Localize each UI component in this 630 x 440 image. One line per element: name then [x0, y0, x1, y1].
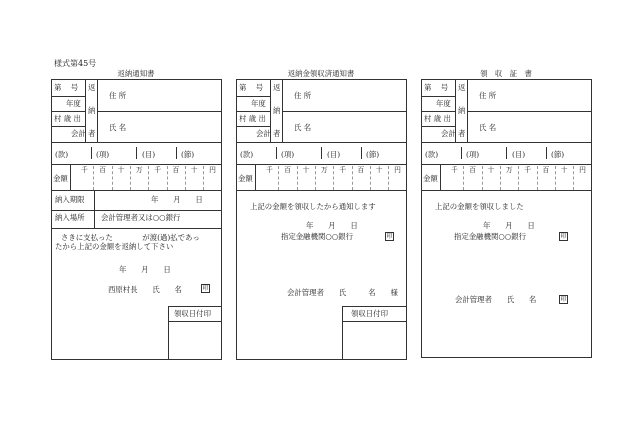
recipient-name: 会計管理者 氏 名	[455, 295, 537, 304]
header-row-line	[236, 96, 270, 97]
panel-right-border	[591, 79, 592, 357]
signer-name: 西原村長 氏 名	[108, 285, 182, 294]
panel-title: 領 収 証 書	[480, 69, 532, 78]
amount-row-line	[51, 190, 222, 191]
fiscal-year-label: 年度	[251, 99, 266, 108]
digit-label: 十	[375, 166, 383, 174]
amount-label: 金額	[53, 174, 68, 183]
amount-divider	[70, 164, 71, 190]
header-row-line	[421, 126, 455, 127]
digit-separator	[388, 166, 389, 190]
receipt-date: 年 月 日	[483, 221, 535, 230]
panel-title: 返納通知書	[117, 69, 155, 78]
vertical-char: 返	[458, 83, 466, 92]
header-row-line	[421, 96, 455, 97]
seal-mark: 印	[560, 296, 567, 303]
return-message: さきに支払った が渡(過)払であっ	[61, 233, 200, 242]
digit-separator	[518, 166, 519, 190]
header-bottom-line	[51, 142, 222, 143]
vertical-char: 納	[88, 106, 96, 115]
vertical-char: 者	[458, 129, 466, 138]
stamp-title-line	[342, 321, 407, 322]
amount-label: 金額	[423, 174, 438, 183]
panel-title: 返納金領収済通知書	[287, 69, 355, 78]
header-mid-line	[467, 111, 591, 112]
vertical-char: 者	[88, 129, 96, 138]
panel-bottom-border	[51, 359, 222, 360]
seal-mark: 印	[386, 233, 393, 240]
header-row-line	[51, 126, 85, 127]
label-divider	[94, 190, 95, 228]
digit-label: 円	[209, 166, 216, 174]
budget-divider	[546, 147, 547, 159]
panel-bottom-border	[421, 357, 592, 358]
header-row-line	[421, 111, 455, 112]
fiscal-year-label: 年度	[66, 99, 81, 108]
digit-separator	[297, 166, 298, 190]
name-label: 氏 名	[479, 123, 497, 132]
budget-divider	[361, 147, 362, 159]
number-label: 第 号	[239, 83, 265, 92]
digit-label: 千	[154, 166, 161, 174]
digit-separator	[333, 166, 334, 190]
address-label: 住 所	[479, 91, 497, 100]
address-label: 住 所	[109, 91, 127, 100]
header-bottom-line	[421, 142, 592, 143]
budget-row-line	[51, 164, 222, 165]
seal-mark: 印	[202, 285, 209, 292]
number-label: 第 号	[54, 83, 80, 92]
budget-divider	[176, 147, 177, 159]
place-row-line	[51, 228, 222, 229]
budget-label: (節)	[181, 150, 195, 159]
digit-separator	[148, 166, 149, 190]
account-type-label: 村 歳 出	[424, 114, 451, 123]
amount-row-line	[236, 190, 407, 191]
vertical-char: 返	[88, 83, 96, 92]
deadline-label: 納入期限	[55, 195, 85, 204]
header-mid-line	[97, 111, 221, 112]
seal-mark: 印	[560, 233, 567, 240]
digit-separator	[573, 166, 574, 190]
digit-separator	[203, 166, 204, 190]
account-label: 会計	[441, 129, 456, 138]
form-number: 様式第45号	[54, 59, 97, 68]
budget-label: (款)	[55, 150, 69, 159]
digit-label: 万	[320, 166, 328, 174]
panel-top-border	[236, 79, 407, 80]
amount-row-line	[421, 190, 592, 191]
digit-label: 円	[394, 166, 401, 174]
budget-label: (項)	[281, 150, 295, 159]
digit-separator	[482, 166, 483, 190]
account-label: 会計	[256, 129, 271, 138]
digit-label: 十	[302, 166, 310, 174]
budget-label: (款)	[240, 150, 254, 159]
account-type-label: 村 歳 出	[54, 114, 81, 123]
budget-label: (目)	[512, 150, 526, 159]
digit-separator	[130, 166, 131, 190]
name-label: 氏 名	[294, 123, 312, 132]
panel-left-border	[421, 79, 422, 357]
digit-separator	[167, 166, 168, 190]
budget-divider	[321, 147, 322, 159]
receipt-stamp-label: 領収日付印	[174, 309, 211, 318]
panel-left-border	[236, 79, 237, 359]
issue-date: 年 月 日	[119, 265, 171, 274]
budget-label: (目)	[142, 150, 156, 159]
header-row-line	[51, 111, 85, 112]
deadline-row-line	[51, 210, 222, 211]
budget-divider	[461, 147, 462, 159]
digit-label: 十	[560, 166, 568, 174]
digit-label: 千	[81, 166, 88, 174]
panel-top-border	[421, 79, 592, 80]
place-label: 納入場所	[55, 213, 85, 222]
amount-divider	[440, 164, 441, 190]
budget-label: (項)	[96, 150, 110, 159]
digit-separator	[352, 166, 353, 190]
digit-label: 十	[117, 166, 125, 174]
place-value: 会計管理者又は○○銀行	[101, 213, 181, 222]
panel-top-border	[51, 79, 222, 80]
number-label: 第 号	[424, 83, 450, 92]
amount-label: 金額	[238, 174, 253, 183]
budget-label: (項)	[466, 150, 480, 159]
digit-separator	[93, 166, 94, 190]
vertical-char: 納	[458, 106, 466, 115]
return-message: たから上記の金額を返納して下さい	[55, 242, 174, 251]
digit-label: 千	[339, 166, 346, 174]
bank-name: 指定金融機関○○銀行	[281, 232, 354, 241]
digit-separator	[370, 166, 371, 190]
recipient-name: 会計管理者 氏 名 様	[287, 288, 398, 297]
digit-separator	[555, 166, 556, 190]
notice-date: 年 月 日	[306, 221, 358, 230]
panel-bottom-border	[236, 359, 407, 360]
address-label: 住 所	[294, 91, 312, 100]
digit-label: 百	[99, 166, 107, 174]
digit-label: 千	[524, 166, 531, 174]
name-label: 氏 名	[109, 123, 127, 132]
budget-divider	[91, 147, 92, 159]
panel-left-border	[51, 79, 52, 359]
account-label: 会計	[71, 129, 86, 138]
digit-label: 円	[579, 166, 586, 174]
digit-label: 百	[542, 166, 550, 174]
digit-label: 百	[172, 166, 180, 174]
vertical-char: 返	[273, 83, 281, 92]
budget-row-line	[236, 164, 407, 165]
digit-separator	[185, 166, 186, 190]
amount-divider	[255, 164, 256, 190]
digit-separator	[315, 166, 316, 190]
notice-message: 上記の金額を領収したから通知します	[250, 202, 376, 211]
digit-label: 千	[451, 166, 458, 174]
digit-label: 万	[135, 166, 143, 174]
receipt-stamp-label: 領収日付印	[351, 309, 388, 318]
receipt-message: 上記の金額を領収しました	[435, 202, 524, 211]
digit-label: 百	[469, 166, 477, 174]
budget-label: (節)	[551, 150, 565, 159]
digit-separator	[278, 166, 279, 190]
digit-label: 百	[357, 166, 365, 174]
bank-name: 指定金融機関○○銀行	[454, 232, 527, 241]
digit-separator	[500, 166, 501, 190]
digit-separator	[463, 166, 464, 190]
budget-label: (款)	[425, 150, 439, 159]
vertical-char: 者	[273, 129, 281, 138]
budget-divider	[276, 147, 277, 159]
budget-label: (節)	[366, 150, 380, 159]
digit-label: 十	[190, 166, 198, 174]
header-bottom-line	[236, 142, 407, 143]
digit-separator	[537, 166, 538, 190]
budget-row-line	[421, 164, 592, 165]
digit-label: 万	[505, 166, 513, 174]
budget-label: (目)	[327, 150, 341, 159]
digit-label: 千	[266, 166, 273, 174]
digit-separator	[112, 166, 113, 190]
digit-label: 十	[487, 166, 495, 174]
header-mid-line	[282, 111, 406, 112]
digit-label: 百	[284, 166, 292, 174]
fiscal-year-label: 年度	[436, 99, 451, 108]
header-row-line	[236, 126, 270, 127]
budget-divider	[506, 147, 507, 159]
stamp-title-line	[168, 321, 222, 322]
header-row-line	[236, 111, 270, 112]
deadline-date: 年 月 日	[151, 195, 203, 204]
account-type-label: 村 歳 出	[239, 114, 266, 123]
vertical-char: 納	[273, 106, 281, 115]
header-row-line	[51, 96, 85, 97]
budget-divider	[136, 147, 137, 159]
